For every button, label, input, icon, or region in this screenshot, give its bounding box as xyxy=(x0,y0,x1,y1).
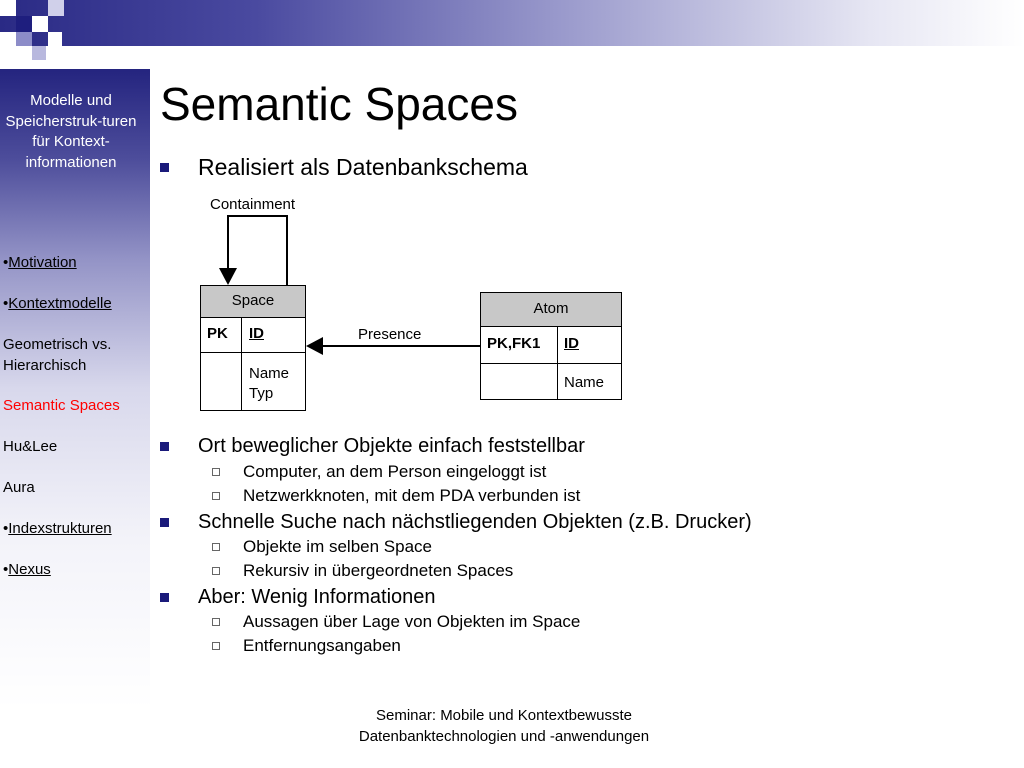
page-title: Semantic Spaces xyxy=(160,78,518,130)
space-attr-name: Name xyxy=(249,365,290,382)
footer xyxy=(300,705,708,747)
atom-table-header: Atom xyxy=(481,293,621,327)
space-id: ID xyxy=(249,325,264,342)
bullet-dot: • xyxy=(3,295,9,312)
sidebar-label: Hu&Lee xyxy=(3,438,58,455)
bullet-dot: • xyxy=(3,254,9,271)
sidebar xyxy=(0,69,150,768)
space-attr-typ: Typ xyxy=(249,385,274,402)
sidebar-link[interactable]: Indexstrukturen xyxy=(8,520,112,537)
space-table-header: Space xyxy=(201,286,305,318)
sidebar-item-nexus[interactable] xyxy=(3,560,51,581)
row-divider xyxy=(201,352,305,353)
footer-line-2: Datenbanktechnologien und -anwendungen xyxy=(358,728,650,745)
atom-id: ID xyxy=(564,335,579,352)
sidebar-label: Semantic Spaces xyxy=(3,397,120,414)
bullet-3: Aber: Wenig Informationen xyxy=(198,583,436,611)
sub-bullet-3-1: Aussagen über Lage von Objekten im Space xyxy=(243,612,581,631)
space-pk: PK xyxy=(207,325,228,342)
containment-label: Containment xyxy=(210,196,296,213)
bullet-1: Ort beweglicher Objekte einfach feststellbar xyxy=(198,432,585,460)
sub-bullet-2-1: Objekte im selben Space xyxy=(243,537,432,556)
presence-arrowhead xyxy=(306,337,323,355)
space-table xyxy=(200,285,306,411)
sidebar-label: Aura xyxy=(3,479,35,496)
header-banner xyxy=(0,0,1024,46)
sub-bullet-1-2: Netzwerkknoten, mit dem PDA verbunden ist xyxy=(243,486,581,505)
sidebar-title: Modelle und Speicherstruk-turen für Kontext-informationen xyxy=(5,92,137,171)
bullet-2: Schnelle Suche nach nächstliegenden Objekten (z.B. Drucker) xyxy=(198,508,752,536)
containment-arrow xyxy=(228,216,287,285)
presence-label: Presence xyxy=(358,326,422,343)
sidebar-item-geometrisch xyxy=(3,335,143,376)
sub-bullet-3-2: Entfernungsangaben xyxy=(243,636,401,655)
atom-table xyxy=(480,292,622,400)
sidebar-link[interactable]: Motivation xyxy=(8,254,77,271)
sidebar-link[interactable]: Kontextmodelle xyxy=(8,295,112,312)
sidebar-item-motivation[interactable] xyxy=(3,253,77,274)
sidebar-item-hu-lee xyxy=(3,437,57,458)
footer-line-1: Seminar: Mobile und Kontextbewusste xyxy=(376,707,632,724)
column-divider xyxy=(241,317,242,410)
containment-arrowhead xyxy=(219,268,237,285)
intro-bullet: Realisiert als Datenbankschema xyxy=(198,154,528,180)
atom-attr-name: Name xyxy=(564,374,605,391)
sidebar-label: Geometrisch vs. Hierarchisch xyxy=(3,336,112,374)
bullet-dot: • xyxy=(3,561,9,578)
sub-bullet-2-2: Rekursiv in übergeordneten Spaces xyxy=(243,561,514,580)
sidebar-item-indexstrukturen[interactable] xyxy=(3,519,112,540)
atom-pk-fk: PK,FK1 xyxy=(487,335,541,352)
column-divider xyxy=(557,326,558,399)
sidebar-item-semantic-spaces xyxy=(3,396,120,417)
sidebar-link[interactable]: Nexus xyxy=(8,561,51,578)
bullet-dot: • xyxy=(3,520,9,537)
sidebar-item-kontextmodelle[interactable] xyxy=(3,294,112,315)
sub-bullet-1-1: Computer, an dem Person eingeloggt ist xyxy=(243,462,547,481)
sidebar-item-aura xyxy=(3,478,35,499)
row-divider xyxy=(481,363,621,364)
